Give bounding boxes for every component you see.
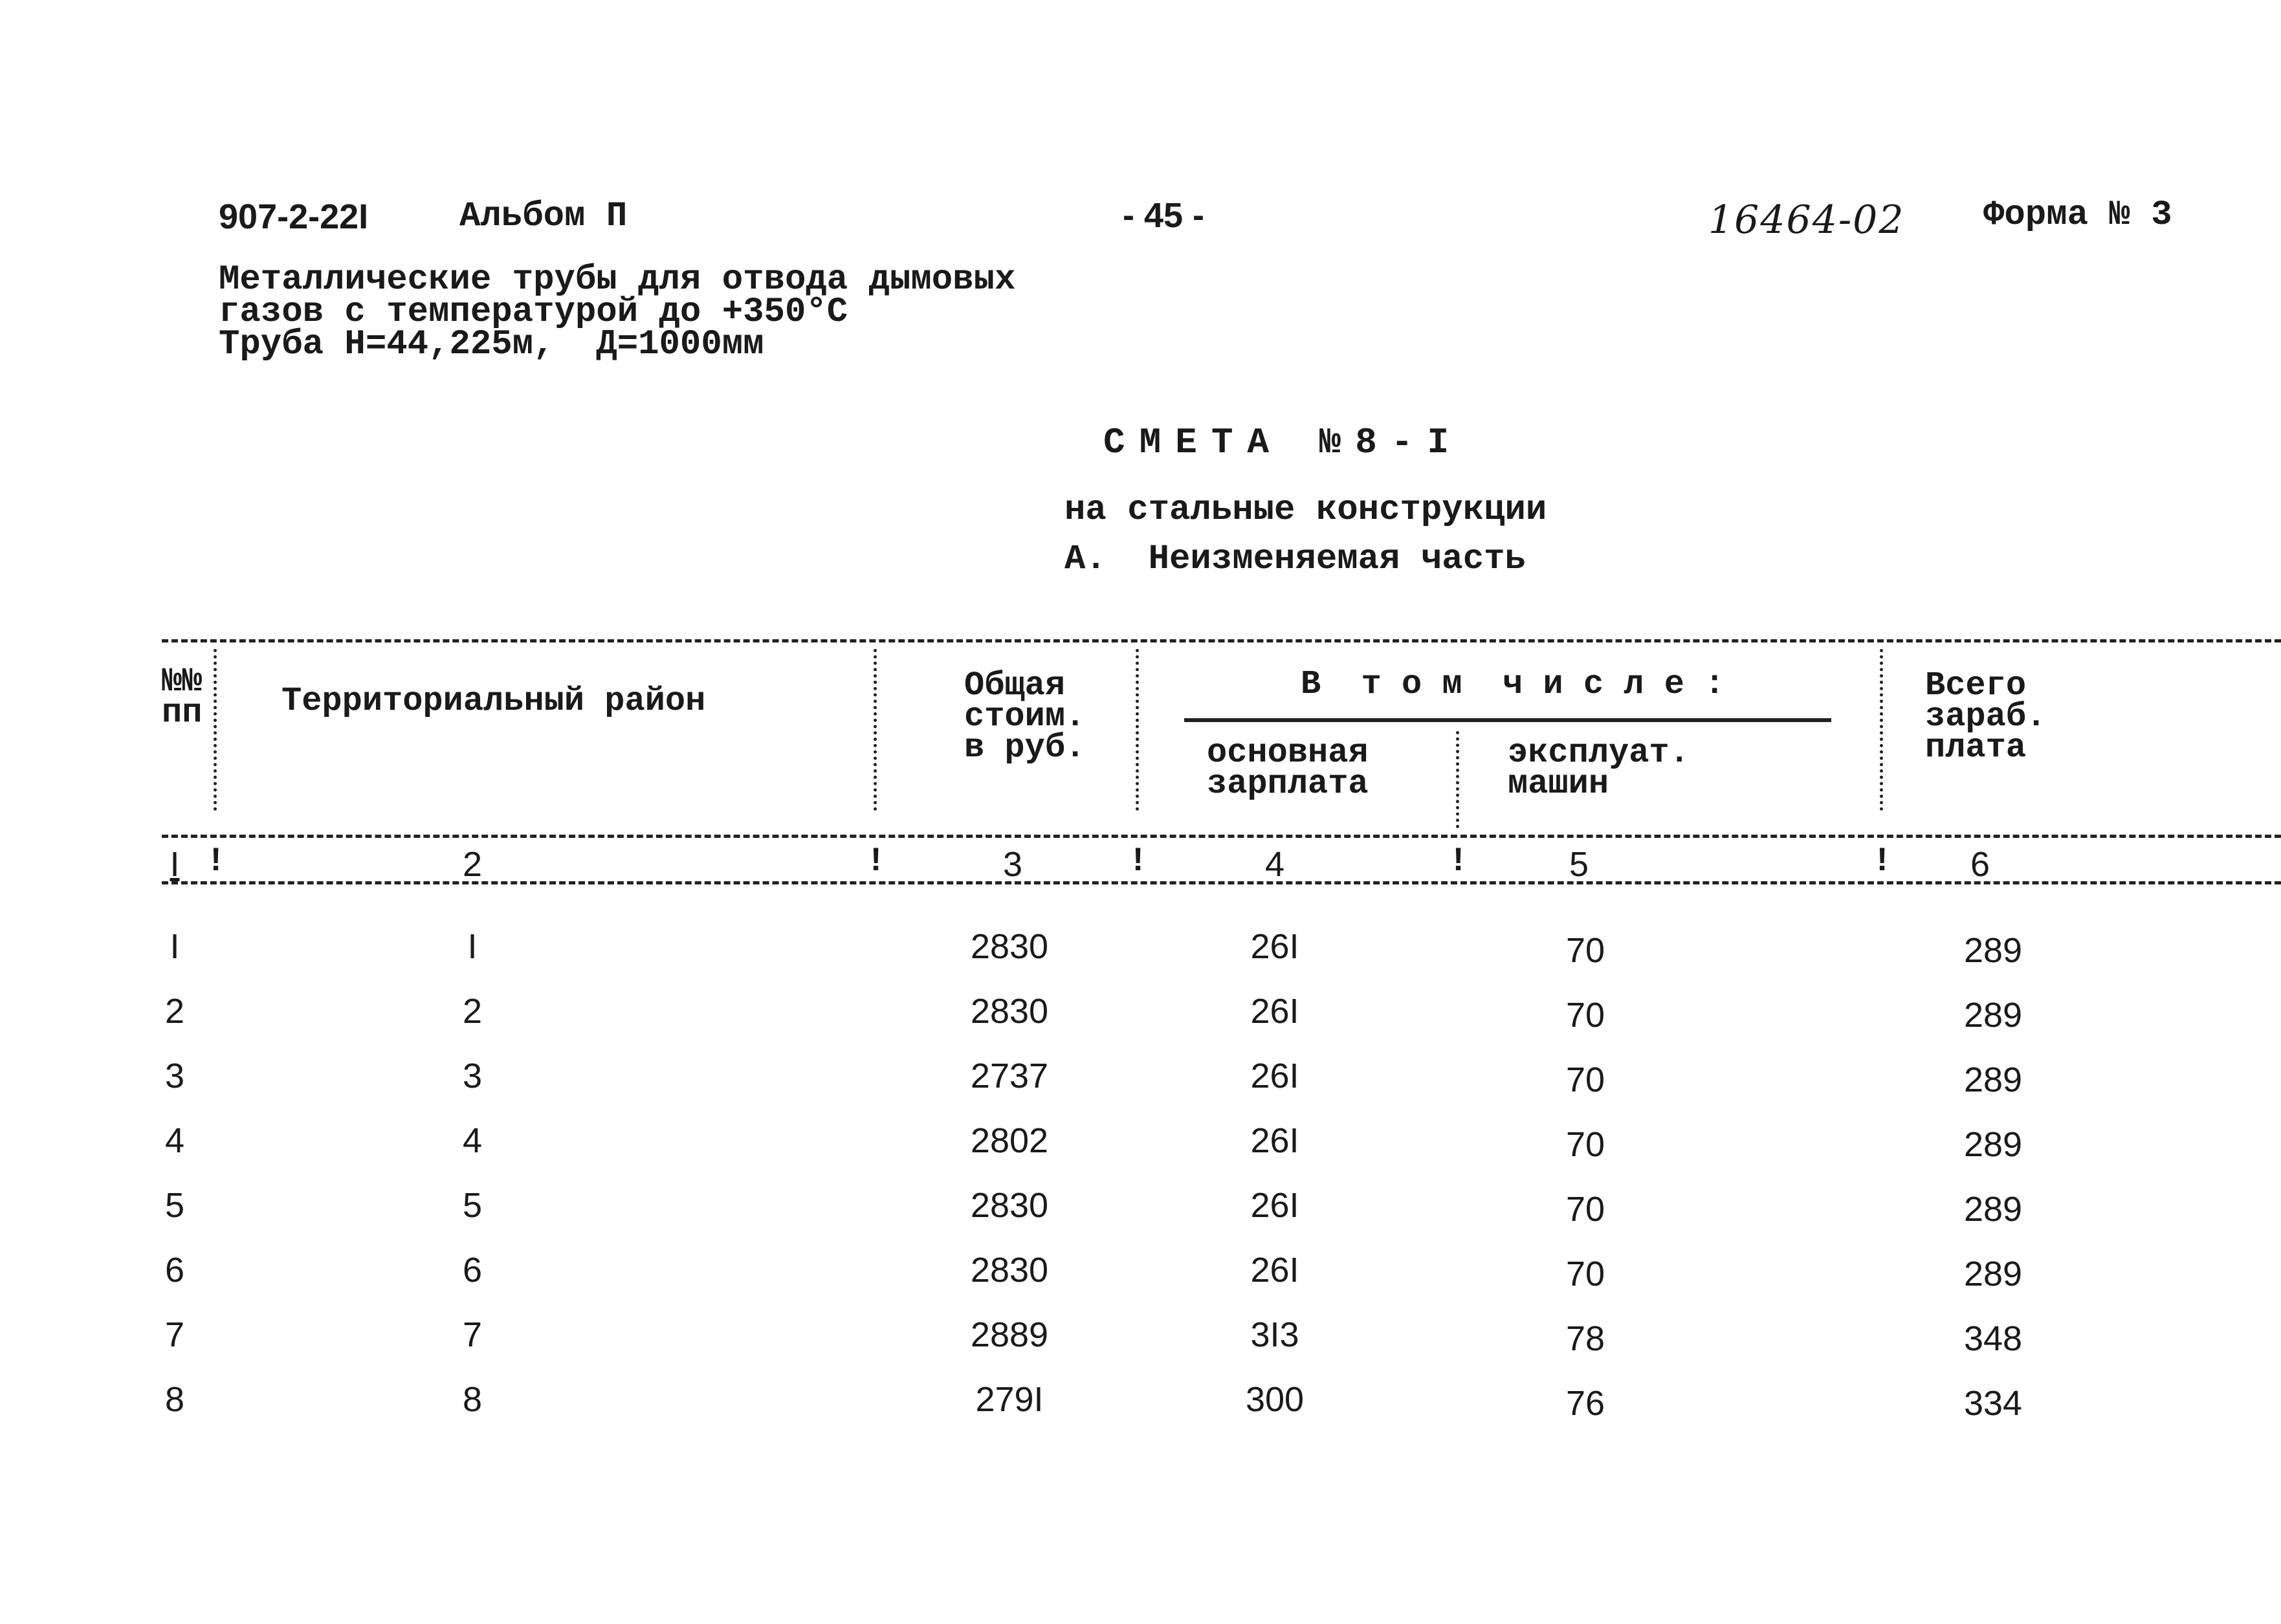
cell-region: 3 — [462, 1057, 483, 1095]
cell-base-salary: 26I — [1250, 1121, 1299, 1160]
page-number: - 45 - — [1123, 196, 1205, 235]
handwritten-code: 16464-02 — [1708, 197, 1905, 243]
estimate-part: А. Неизменяемая часть — [1064, 540, 1526, 579]
cell-total-cost: 2830 — [970, 1186, 1049, 1225]
cell-total-wages: 348 — [1963, 1319, 2023, 1358]
table-top-rule — [162, 639, 2281, 642]
cell-row-number: 5 — [164, 1186, 185, 1225]
column-separator — [214, 649, 217, 811]
column-number: 5 — [1569, 845, 1589, 884]
numbering-separator: ! — [1128, 842, 1149, 881]
cell-machine-operation: 76 — [1565, 1384, 1605, 1423]
cell-machine-operation: 70 — [1565, 931, 1605, 970]
header-col-total-line3: в руб. — [964, 729, 1086, 767]
header-col-machines-line1: эксплуат. — [1508, 734, 1690, 772]
subject-line-3: Труба Н=44,225м, Д=1000мм — [219, 325, 764, 364]
column-separator — [874, 649, 877, 811]
header-bottom-rule — [162, 835, 2281, 838]
column-number: 6 — [1970, 845, 1990, 884]
numbering-separator: ! — [866, 842, 887, 881]
numbering-separator: ! — [1872, 842, 1893, 881]
cell-base-salary: 26I — [1250, 927, 1299, 966]
column-number: 3 — [1002, 845, 1023, 884]
cell-machine-operation: 70 — [1565, 1255, 1605, 1293]
cell-base-salary: 26I — [1250, 992, 1299, 1031]
header-col-region: Территориальный район — [281, 682, 706, 720]
estimate-subtitle: на стальные конструкции — [1064, 490, 1547, 530]
cell-machine-operation: 70 — [1565, 996, 1605, 1035]
header-group-label: В т о м ч и с л е : — [1301, 665, 1725, 703]
cell-total-cost: 279I — [975, 1380, 1044, 1419]
cell-row-number: I — [170, 927, 180, 966]
cell-machine-operation: 70 — [1565, 1060, 1605, 1099]
header-col-number-line1: №№ — [162, 663, 203, 701]
header-col-wages-line2: зараб. — [1925, 697, 2047, 736]
cell-region: 2 — [462, 992, 483, 1031]
column-separator — [1456, 731, 1459, 828]
subject-line-1: Металлические трубы для отвода дымовых — [219, 260, 1016, 300]
cell-region: 5 — [462, 1186, 483, 1225]
cell-row-number: 3 — [164, 1057, 185, 1095]
cell-total-wages: 289 — [1963, 1060, 2023, 1099]
cell-total-cost: 2889 — [970, 1315, 1049, 1354]
cell-row-number: 2 — [164, 992, 185, 1031]
header-col-salary-line2: зарплата — [1207, 765, 1369, 803]
cell-row-number: 8 — [164, 1380, 185, 1419]
numbering-separator: ! — [1448, 842, 1469, 881]
cell-region: 8 — [462, 1380, 483, 1419]
numbering-separator: ! — [206, 842, 226, 881]
form-number: Форма № 3 — [1983, 195, 2172, 235]
header-col-machines-line2: машин — [1508, 765, 1609, 803]
cell-machine-operation: 70 — [1565, 1190, 1605, 1229]
cell-total-wages: 289 — [1963, 931, 2023, 970]
cell-total-cost: 2830 — [970, 992, 1049, 1031]
column-separator — [1880, 649, 1883, 811]
cell-total-cost: 2737 — [970, 1057, 1049, 1095]
cell-total-wages: 289 — [1963, 1125, 2023, 1164]
cell-region: 4 — [462, 1121, 483, 1160]
cell-base-salary: 300 — [1245, 1380, 1305, 1419]
cell-region: I — [467, 927, 478, 966]
header-col-total-line1: Общая — [964, 666, 1066, 705]
subject-line-2: газов с температурой до +350°C — [219, 292, 848, 332]
cell-total-wages: 289 — [1963, 1190, 2023, 1229]
document-code: 907-2-22I — [219, 197, 369, 236]
cell-region: 7 — [462, 1315, 483, 1354]
header-col-salary-line1: основная — [1207, 734, 1369, 772]
cell-total-cost: 2830 — [970, 1251, 1049, 1289]
cell-row-number: 7 — [164, 1315, 185, 1354]
group-underline — [1184, 718, 1831, 722]
column-number: 2 — [462, 845, 483, 884]
header-col-number-line2: пп — [162, 694, 203, 732]
cell-region: 6 — [462, 1251, 483, 1289]
cell-total-wages: 289 — [1963, 1255, 2023, 1293]
header-col-total-line2: стоим. — [964, 697, 1086, 736]
cell-machine-operation: 78 — [1565, 1319, 1605, 1358]
cell-total-cost: 2802 — [970, 1121, 1049, 1160]
cell-base-salary: 3I3 — [1250, 1315, 1299, 1354]
cell-base-salary: 26I — [1250, 1057, 1299, 1095]
cell-total-cost: 2830 — [970, 927, 1049, 966]
cell-base-salary: 26I — [1250, 1186, 1299, 1225]
cell-machine-operation: 70 — [1565, 1125, 1605, 1164]
cell-total-wages: 334 — [1963, 1384, 2023, 1423]
cell-row-number: 4 — [164, 1121, 185, 1160]
cell-total-wages: 289 — [1963, 996, 2023, 1035]
cell-row-number: 6 — [164, 1251, 185, 1289]
column-number: I — [170, 845, 180, 884]
header-col-wages-line3: плата — [1925, 729, 2027, 767]
column-separator — [1136, 649, 1139, 811]
album-label: Альбом П — [459, 197, 628, 236]
column-number: 4 — [1264, 845, 1285, 884]
header-col-wages-line1: Всего — [1925, 666, 2027, 705]
estimate-title: СМЕТА №8-I — [1103, 422, 1464, 463]
cell-base-salary: 26I — [1250, 1251, 1299, 1289]
